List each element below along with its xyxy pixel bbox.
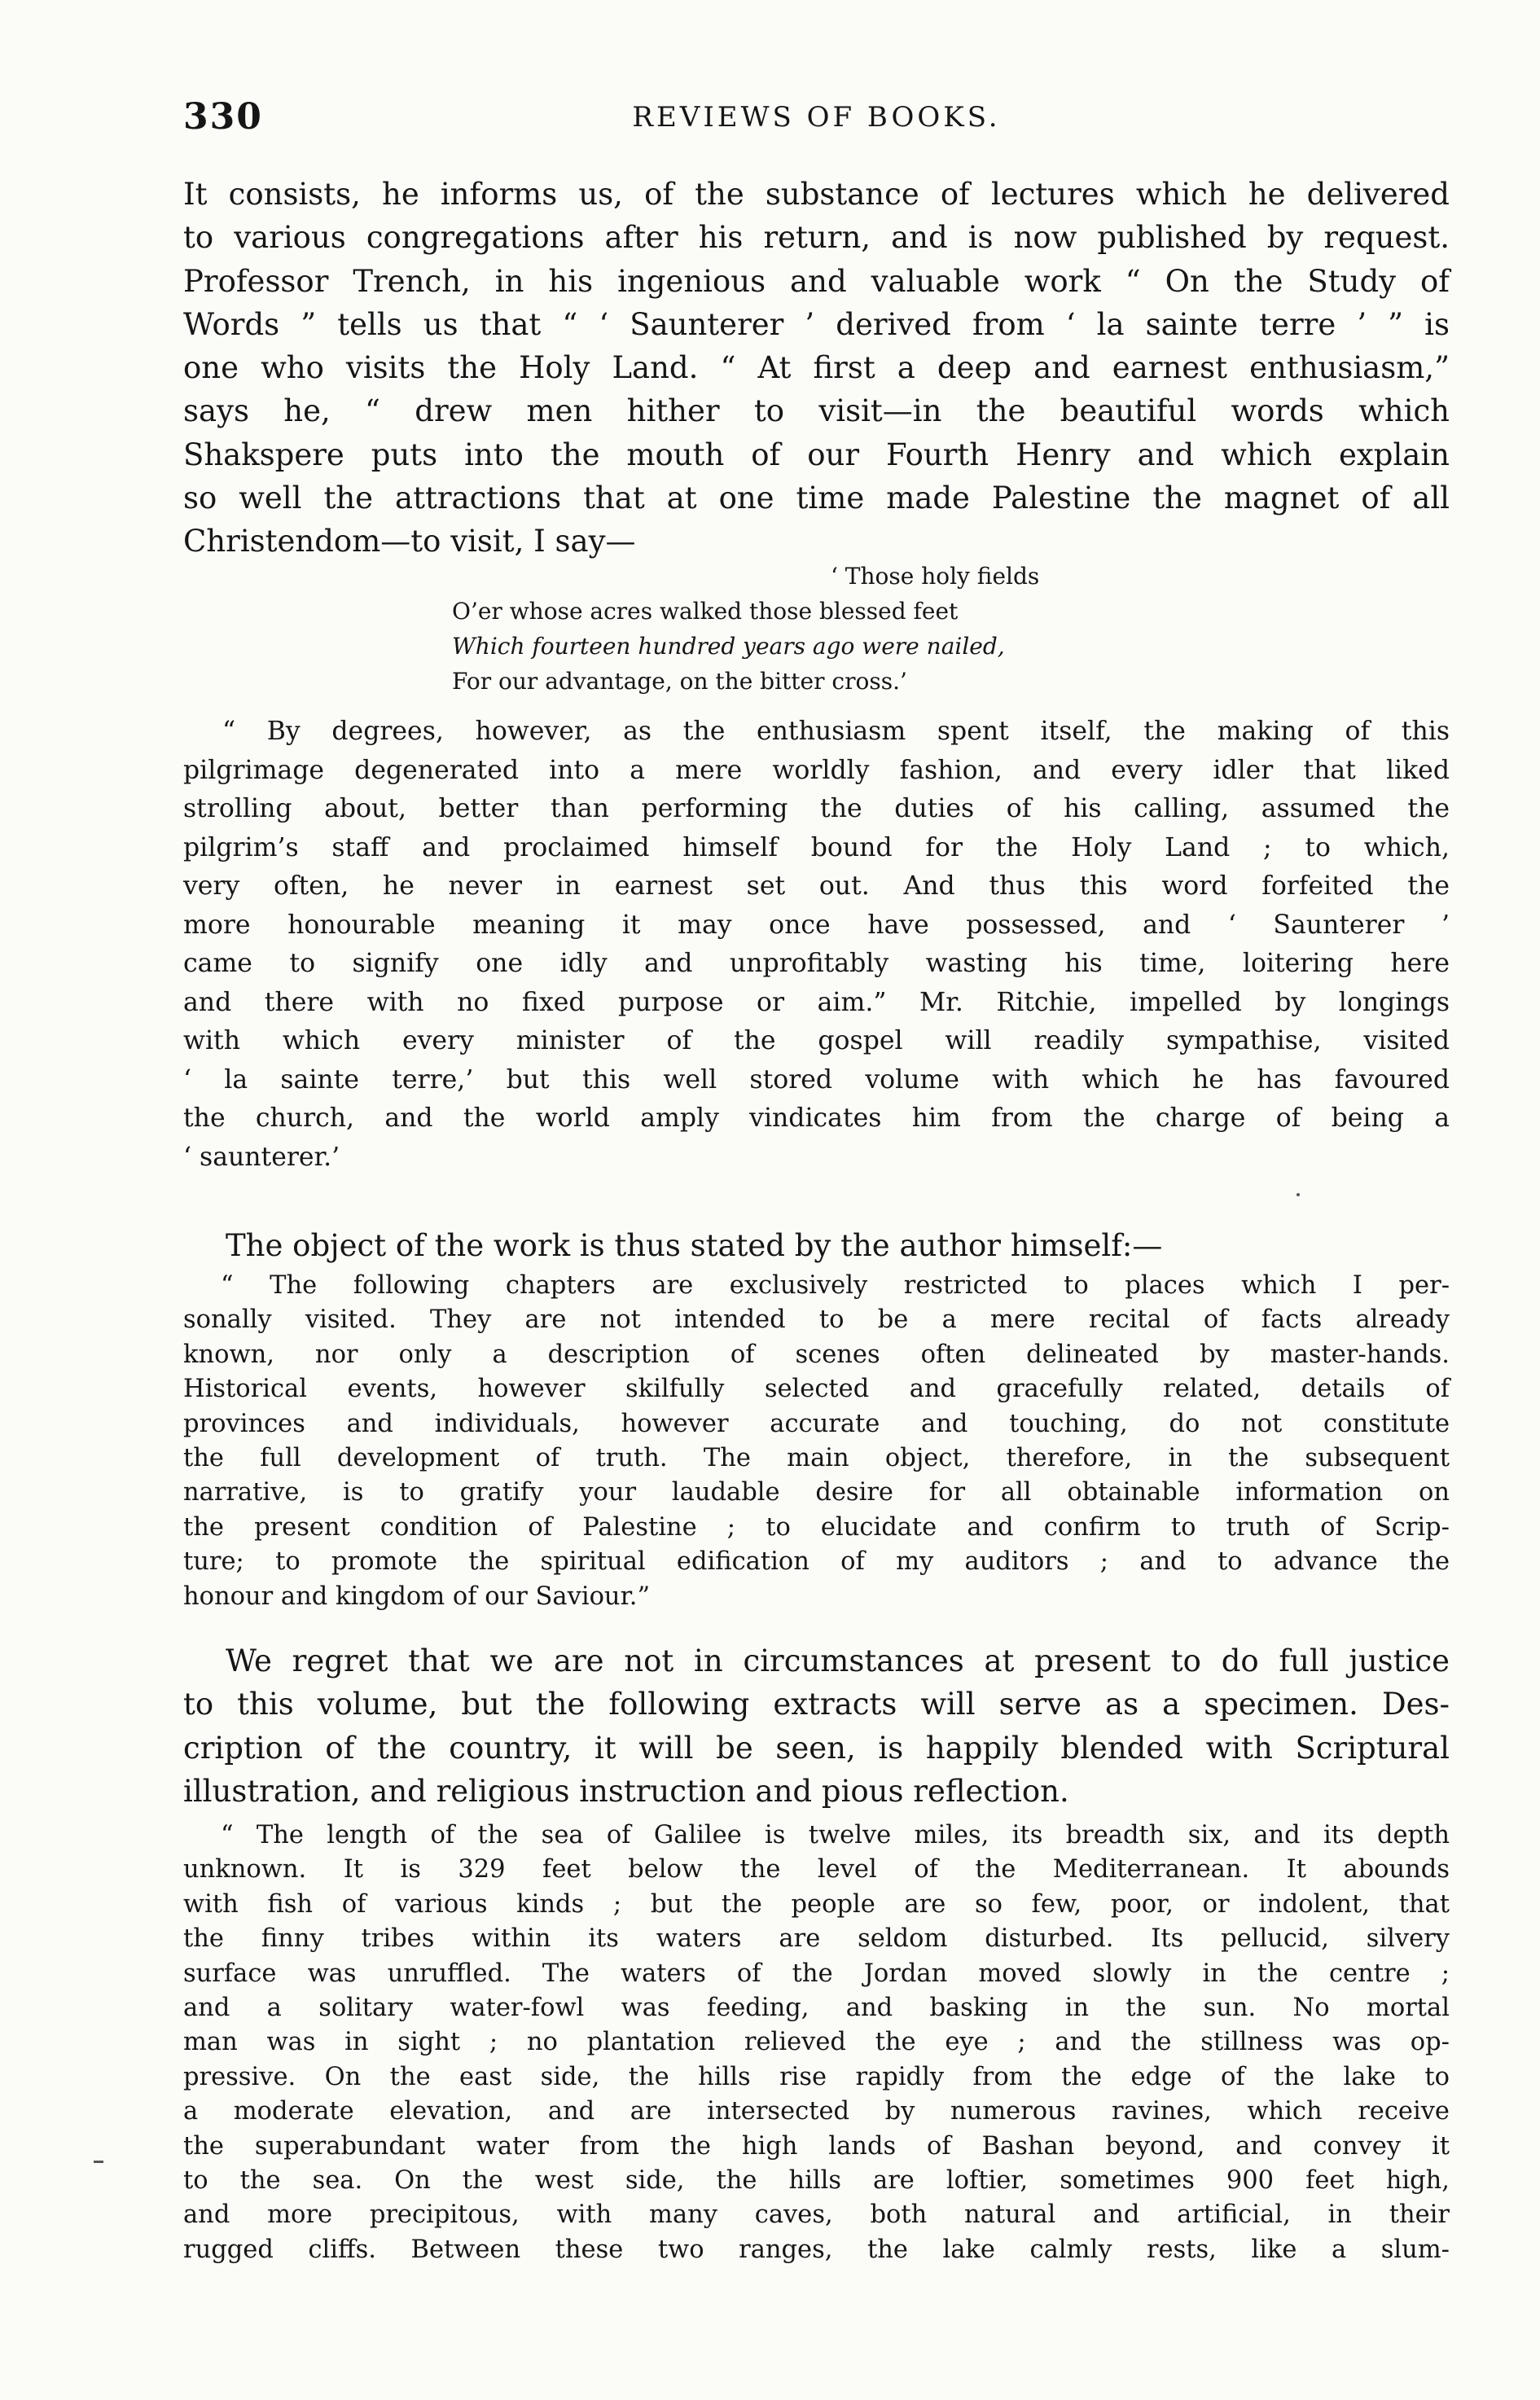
paragraph-trench-continued [183, 713, 1450, 1177]
text-line: the finny tribes within its waters are seldom disturbed. Its pellucid, silvery [183, 1924, 1450, 1954]
text-line: “ By degrees, however, as the enthusiasm spent itself, the making of this [222, 717, 1450, 746]
text-line: came to signify one idly and unprofitably wasting his time, loitering here [183, 949, 1450, 978]
text-line: the present condition of Palestine ; to elucidate and confirm to truth of Scrip- [183, 1512, 1450, 1542]
text-line: the full development of truth. The main object, therefore, in the subsequent [183, 1444, 1450, 1473]
text-line: says he, “ drew men hither to visit—in the beautiful words which [183, 393, 1450, 429]
text-line: Historical events, however skilfully selected and gracefully related, details of [183, 1375, 1450, 1404]
paragraph-galilee-extract [183, 1819, 1450, 2267]
text-line: pilgrim’s staff and proclaimed himself bound for the Holy Land ; to which, [183, 832, 1450, 862]
text-line: a moderate elevation, and are intersected by numerous ravines, which receive [183, 2097, 1450, 2126]
text-line: the church, and the world amply vindicates him from the charge of being a [183, 1103, 1450, 1133]
verse-line: ‘ Those holy fields [831, 563, 1040, 590]
text-line: Professor Trench, in his ingenious and valuable work “ On the Study of [183, 263, 1450, 299]
text-line: Shakspere puts into the mouth of our Fourth Henry and which explain [183, 437, 1450, 472]
stray-dot-mark [1296, 1193, 1300, 1196]
text-line: so well the attractions that at one time made Palestine the magnet of all [183, 480, 1450, 516]
text-line: “ The following chapters are exclusively restricted to places which I per- [221, 1271, 1450, 1300]
page-number: 330 [183, 96, 263, 138]
text-line: cription of the country, it will be seen, is happily blended with Scriptural [183, 1730, 1450, 1766]
text-line: with fish of various kinds ; but the people are so few, poor, or indolent, that [183, 1889, 1450, 1919]
page-header [183, 96, 1450, 145]
text-line: ture; to promote the spiritual edification of my auditors ; and to advance the [183, 1547, 1450, 1577]
text-line: We regret that we are not in circumstances at present to do full justice [226, 1643, 1450, 1678]
text-line: pressive. On the east side, the hills rise rapidly from the edge of the lake to [183, 2062, 1450, 2091]
text-line: very often, he never in earnest set out. And thus this word forfeited the [183, 871, 1450, 901]
verse-line: O’er whose acres walked those blessed feet [452, 598, 959, 625]
text-line: and there with no fixed purpose or aim.” Mr. Ritchie, impelled by longings [183, 987, 1450, 1017]
margin-dash-mark [94, 2161, 103, 2163]
text-line: to the sea. On the west side, the hills are loftier, sometimes 900 feet high, [183, 2166, 1450, 2196]
paragraph-intro [183, 173, 1450, 564]
text-line: with which every minister of the gospel will readily sympathise, visited [183, 1026, 1450, 1055]
text-line: ‘ la sainte terre,’ but this well stored volume with which he has favoured [183, 1064, 1450, 1095]
text-line: and a solitary water-fowl was feeding, and basking in the sun. No mortal [183, 1994, 1450, 2023]
text-line: to various congregations after his return, and is now published by request. [183, 220, 1450, 256]
text-line: surface was unruffled. The waters of the Jordan moved slowly in the centre ; [183, 1959, 1450, 1988]
verse-line: Which fourteen hundred years ago were nailed, [452, 633, 1005, 660]
text-line: It consists, he informs us, of the substance of lectures which he delivered [183, 177, 1450, 212]
verse-quotation [452, 559, 1266, 699]
text-line: narrative, is to gratify your laudable desire for all obtainable information on [183, 1478, 1450, 1507]
text-line: man was in sight ; no plantation relieved the eye ; and the stillness was op- [183, 2028, 1450, 2057]
paragraph-object [226, 1224, 1450, 1267]
text-line: Christendom—to visit, I say— [183, 524, 636, 559]
verse-line: For our advantage, on the bitter cross.’ [452, 668, 907, 695]
text-line: “ The length of the sea of Galilee is twelve miles, its breadth six, and its depth [221, 1821, 1450, 1849]
text-line: pilgrimage degenerated into a mere worldly fashion, and every idler that liked [183, 755, 1450, 785]
text-line: strolling about, better than performing the duties of his calling, assumed the [183, 794, 1450, 823]
text-line: provinces and individuals, however accurate and touching, do not constitute [183, 1409, 1450, 1438]
text-line: The object of the work is thus stated by the author himself:— [226, 1228, 1163, 1263]
text-line: honour and kingdom of our Saviour.” [183, 1582, 651, 1611]
text-line: Words ” tells us that “ ‘ Saunterer ’ derived from ‘ la sainte terre ’ ” is [183, 306, 1450, 342]
text-line: and more precipitous, with many caves, both natural and artificial, in their [183, 2200, 1450, 2230]
running-head: REVIEWS OF BOOKS. [632, 101, 1001, 134]
text-line: to this volume, but the following extracts will serve as a specimen. Des- [183, 1687, 1450, 1722]
paragraph-author-quote [183, 1269, 1450, 1614]
text-line: more honourable meaning it may once have possessed, and ‘ Saunterer ’ [183, 910, 1450, 940]
text-line: unknown. It is 329 feet below the level of the Mediterranean. It abounds [183, 1855, 1450, 1884]
paragraph-regret [183, 1639, 1450, 1813]
text-line: one who visits the Holy Land. “ At first a deep and earnest enthusiasm,” [183, 350, 1450, 386]
text-line: the superabundant water from the high lands of Bashan beyond, and convey it [183, 2131, 1450, 2161]
text-line: rugged cliffs. Between these two ranges, the lake calmly rests, like a slum- [183, 2235, 1450, 2264]
text-line: known, nor only a description of scenes often delineated by master-hands. [183, 1340, 1450, 1369]
text-line: sonally visited. They are not intended to be a mere recital of facts already [183, 1305, 1450, 1335]
text-line: ‘ saunterer.’ [183, 1142, 340, 1172]
text-line: illustration, and religious instruction and pious reflection. [183, 1773, 1069, 1809]
